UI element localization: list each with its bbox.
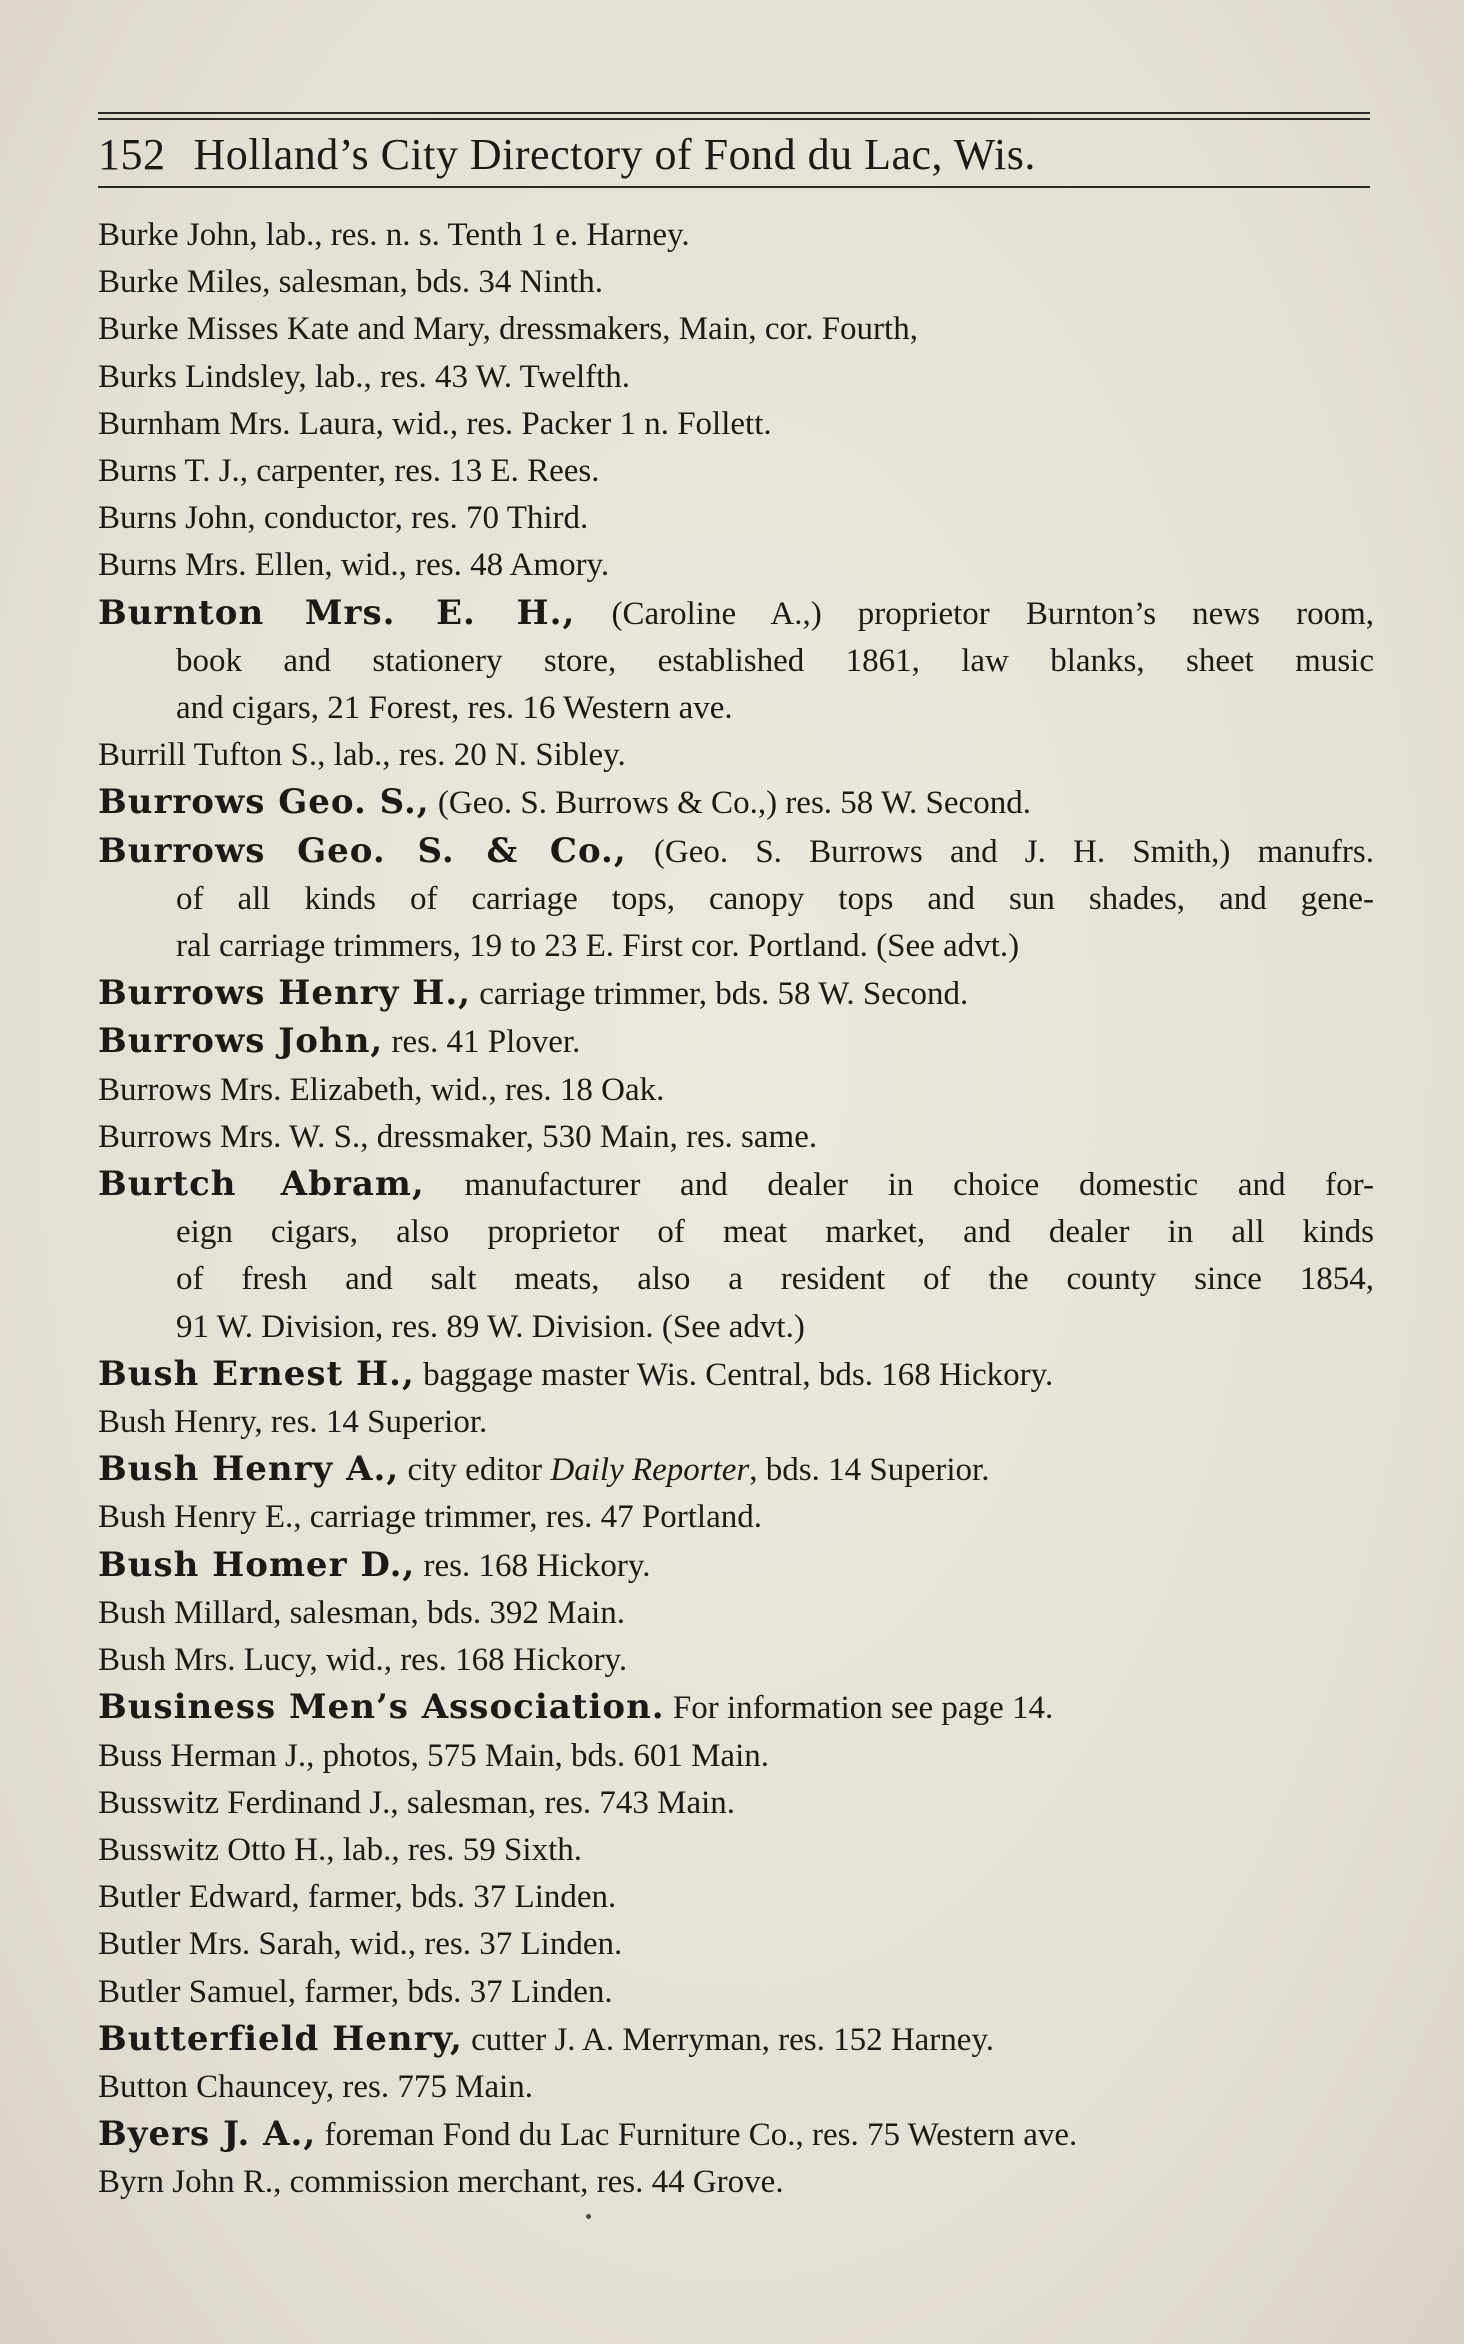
- entry-text: Bush Millard, salesman, bds. 392 Main.: [98, 1594, 626, 1631]
- entry-line: [98, 1637, 1374, 1684]
- directory-entry: [98, 1637, 1374, 1684]
- entry-text: baggage master Wis. Central, bds. 168 Hickory.: [414, 1356, 1054, 1393]
- directory-entry: [98, 212, 1374, 259]
- entry-text: Busswitz Otto H., lab., res. 59 Sixth.: [98, 1831, 582, 1868]
- entry-line: [98, 1018, 1374, 1066]
- entry-text: foreman Fond du Lac Furniture Co., res. 75 Western ave.: [316, 2117, 1078, 2154]
- entry-text: Burns John, conductor, res. 70 Third.: [98, 500, 589, 537]
- entry-name: Bush Henry A.,: [98, 1449, 400, 1490]
- entry-text: Buss Herman J., photos, 575 Main, bds. 601 Main.: [98, 1737, 769, 1774]
- entry-continuation-line: [98, 1304, 1374, 1351]
- directory-entry: [98, 970, 1374, 1018]
- entry-continuation-line: [98, 685, 1374, 732]
- entry-text-after: , bds. 14 Superior.: [749, 1452, 990, 1489]
- entry-text: Burke Misses Kate and Mary, dressmakers, Main, cor. Fourth,: [98, 311, 918, 348]
- entry-name: Butterfield Henry,: [98, 2018, 463, 2059]
- directory-entry: [98, 1780, 1374, 1827]
- entry-name: Burrows Geo. S. & Co.,: [98, 830, 627, 871]
- page-header: [98, 124, 1370, 186]
- entry-line: [98, 1399, 1374, 1446]
- entry-text: of all kinds of carriage tops, canopy tops and sun shades, and gene-: [176, 880, 1374, 917]
- directory-entry: [98, 2064, 1374, 2111]
- entry-text: Butler Edward, farmer, bds. 37 Linden.: [98, 1879, 617, 1916]
- entry-name: Burtch Abram,: [98, 1164, 425, 1205]
- entry-text: Burns T. J., carpenter, res. 13 E. Rees.: [98, 453, 600, 490]
- entry-text: book and stationery store, established 1861, law blanks, sheet music: [176, 642, 1374, 679]
- header-rule: [98, 186, 1370, 188]
- directory-entry: [98, 1542, 1374, 1590]
- entry-text: Busswitz Ferdinand J., salesman, res. 743 Main.: [98, 1784, 736, 1821]
- entry-text: res. 41 Plover.: [383, 1024, 581, 1061]
- entry-continuation-line: [98, 876, 1374, 923]
- entry-name: Bush Homer D.,: [98, 1544, 416, 1585]
- entry-text: eign cigars, also proprietor of meat market, and dealer in all kinds: [176, 1214, 1374, 1251]
- publication-name: Daily Reporter: [550, 1452, 750, 1489]
- entry-name: Burnton Mrs. E. H.,: [98, 592, 576, 633]
- directory-entry: [98, 306, 1374, 353]
- directory-entry: [98, 1733, 1374, 1780]
- directory-entry: [98, 1161, 1374, 1351]
- entry-name: Business Men’s Association.: [98, 1687, 665, 1728]
- directory-entry: [98, 2016, 1374, 2064]
- directory-entry: [98, 401, 1374, 448]
- entry-text: Bush Henry, res. 14 Superior.: [98, 1404, 488, 1441]
- entry-continuation-line: [98, 1209, 1374, 1256]
- entry-text: For information see page 14.: [664, 1690, 1054, 1727]
- entry-line: [98, 212, 1374, 259]
- entry-line: [98, 1921, 1374, 1968]
- entry-text: (Geo. S. Burrows & Co.,) res. 58 W. Second.: [429, 785, 1031, 822]
- entry-continuation-line: [98, 1256, 1374, 1303]
- entry-line: [98, 1780, 1374, 1827]
- entry-text: Burke John, lab., res. n. s. Tenth 1 e. Harney.: [98, 217, 690, 253]
- directory-entry: [98, 448, 1374, 495]
- print-speck: [586, 2214, 591, 2219]
- entry-line: [98, 590, 1374, 638]
- directory-entry: [98, 1874, 1374, 1921]
- entry-text: Burrill Tufton S., lab., res. 20 N. Sibley.: [98, 737, 626, 774]
- entry-continuation-line: [98, 923, 1374, 970]
- entry-line: [98, 970, 1374, 1018]
- directory-entry: [98, 779, 1374, 827]
- entry-text: Burrows Mrs. W. S., dressmaker, 530 Main, res. same.: [98, 1118, 818, 1155]
- directory-entry: [98, 1590, 1374, 1637]
- directory-entry: [98, 1494, 1374, 1541]
- entry-line: [98, 2111, 1374, 2159]
- entry-name: Burrows Geo. S.,: [98, 782, 430, 823]
- entry-text: of fresh and salt meats, also a resident of the county since 1854,: [176, 1261, 1374, 1298]
- entry-text: (Caroline A.,) proprietor Burnton’s news room,: [575, 595, 1374, 632]
- directory-entries: [98, 212, 1374, 2207]
- running-title: Holland’s City Directory of Fond du Lac, Wis.: [193, 130, 1036, 179]
- directory-entry: [98, 1018, 1374, 1066]
- entry-line: [98, 1114, 1374, 1161]
- entry-name: Byers J. A.,: [98, 2114, 317, 2155]
- directory-entry: [98, 1446, 1374, 1494]
- entry-text: cutter J. A. Merryman, res. 152 Harney.: [462, 2021, 995, 2058]
- directory-entry: [98, 354, 1374, 401]
- entry-text: Burks Lindsley, lab., res. 43 W. Twelfth.: [98, 358, 631, 395]
- top-double-rule: [98, 112, 1370, 120]
- entry-text: 91 W. Division, res. 89 W. Division. (See advt.): [176, 1308, 805, 1345]
- entry-text: Butler Mrs. Sarah, wid., res. 37 Linden.: [98, 1926, 623, 1963]
- entry-text: Burnham Mrs. Laura, wid., res. Packer 1 n. Follett.: [98, 405, 772, 442]
- directory-entry: [98, 1114, 1374, 1161]
- entry-line: [98, 732, 1374, 779]
- entry-line: [98, 2016, 1374, 2064]
- entry-line: [98, 1494, 1374, 1541]
- entry-text: res. 168 Hickory.: [415, 1547, 651, 1584]
- entry-line: [98, 1161, 1374, 1209]
- directory-entry: [98, 1399, 1374, 1446]
- entry-line: [98, 495, 1374, 542]
- page-number: 152: [98, 130, 166, 179]
- directory-entry: [98, 495, 1374, 542]
- entry-text: ral carriage trimmers, 19 to 23 E. First cor. Portland. (See advt.): [176, 928, 1020, 965]
- directory-entry: [98, 1921, 1374, 1968]
- directory-entry: [98, 828, 1374, 971]
- directory-entry: [98, 732, 1374, 779]
- entry-name: Burrows Henry H.,: [98, 973, 471, 1014]
- entry-line: [98, 1827, 1374, 1874]
- entry-line: [98, 401, 1374, 448]
- entry-line: [98, 1590, 1374, 1637]
- entry-text: Butler Samuel, farmer, bds. 37 Linden.: [98, 1973, 613, 2010]
- entry-text: Burrows Mrs. Elizabeth, wid., res. 18 Oak.: [98, 1071, 665, 1108]
- entry-text: Button Chauncey, res. 775 Main.: [98, 2068, 534, 2105]
- entry-text: Burns Mrs. Ellen, wid., res. 48 Amory.: [98, 547, 610, 584]
- directory-entry: [98, 590, 1374, 733]
- entry-continuation-line: [98, 638, 1374, 685]
- entry-line: [98, 448, 1374, 495]
- entry-line: [98, 828, 1374, 876]
- directory-entry: [98, 1969, 1374, 2016]
- entry-line: [98, 1684, 1374, 1732]
- entry-line: [98, 1874, 1374, 1921]
- entry-text: city editor: [399, 1452, 551, 1489]
- entry-line: [98, 259, 1374, 306]
- directory-entry: [98, 542, 1374, 589]
- entry-text: Bush Henry E., carriage trimmer, res. 47 Portland.: [98, 1499, 762, 1536]
- entry-text: Bush Mrs. Lucy, wid., res. 168 Hickory.: [98, 1642, 628, 1679]
- directory-entry: [98, 1067, 1374, 1114]
- entry-name: Burrows John,: [98, 1021, 384, 1062]
- entry-line: [98, 779, 1374, 827]
- directory-entry: [98, 1351, 1374, 1399]
- entry-line: [98, 1067, 1374, 1114]
- entry-line: [98, 1446, 1374, 1494]
- entry-line: [98, 2064, 1374, 2111]
- entry-name: Bush Ernest H.,: [98, 1353, 415, 1394]
- entry-line: [98, 1969, 1374, 2016]
- entry-line: [98, 306, 1374, 353]
- entry-line: [98, 1542, 1374, 1590]
- entry-text: Byrn John R., commission merchant, res. 44 Grove.: [98, 2164, 784, 2201]
- entry-line: [98, 1733, 1374, 1780]
- directory-entry: [98, 2159, 1374, 2206]
- entry-text: manufacturer and dealer in choice domestic and for-: [424, 1167, 1374, 1204]
- entry-line: [98, 354, 1374, 401]
- directory-entry: [98, 1827, 1374, 1874]
- directory-entry: [98, 259, 1374, 306]
- entry-line: [98, 1351, 1374, 1399]
- directory-entry: [98, 2111, 1374, 2159]
- entry-line: [98, 2159, 1374, 2206]
- entry-text: Burke Miles, salesman, bds. 34 Ninth.: [98, 264, 604, 301]
- entry-text: carriage trimmer, bds. 58 W. Second.: [471, 976, 969, 1013]
- entry-line: [98, 542, 1374, 589]
- entry-text: (Geo. S. Burrows and J. H. Smith,) manufrs.: [626, 833, 1374, 870]
- entry-text: and cigars, 21 Forest, res. 16 Western ave.: [176, 690, 733, 727]
- directory-entry: [98, 1684, 1374, 1732]
